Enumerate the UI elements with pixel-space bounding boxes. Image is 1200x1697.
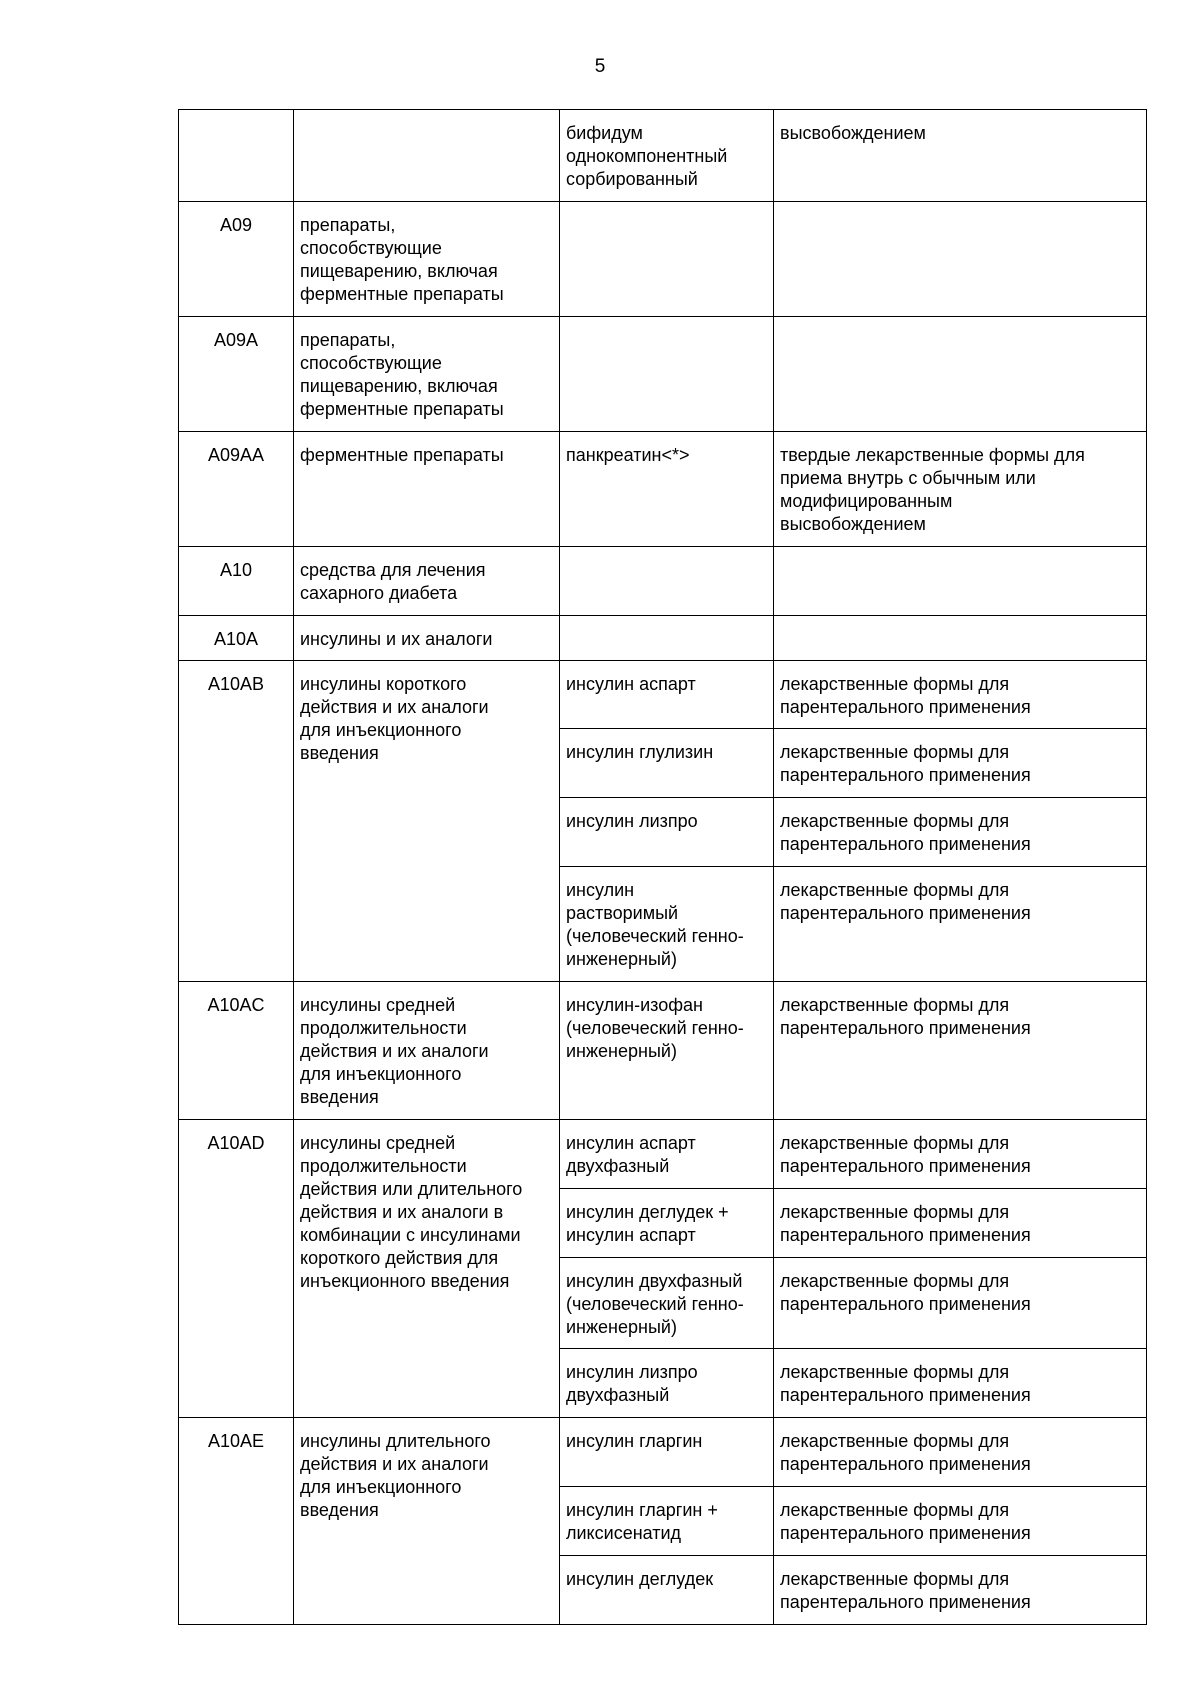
anatomical-group-cell	[294, 110, 560, 202]
drug-name-cell: инсулин деглудек + инсулин аспарт	[560, 1189, 774, 1258]
dosage-form-cell	[774, 317, 1147, 432]
anatomical-group-cell: средства для лечения сахарного диабета	[294, 547, 560, 616]
atc-code-cell: A10AD	[179, 1120, 294, 1418]
dosage-form-cell: лекарственные формы для парентерального применения	[774, 1120, 1147, 1189]
drug-name-cell	[560, 547, 774, 616]
anatomical-group-cell: ферментные препараты	[294, 432, 560, 547]
drug-name-cell: инсулин гларгин	[560, 1418, 774, 1487]
dosage-form-cell: лекарственные формы для парентерального применения	[774, 1556, 1147, 1625]
drug-name-cell: инсулин аспарт двухфазный	[560, 1120, 774, 1189]
drug-name-cell: инсулин двухфазный (человеческий генно- инженерный)	[560, 1258, 774, 1349]
anatomical-group-cell: инсулины средней продолжительности действия или длительного действия и их аналоги в комбинации с инсулинами короткого действия для инъекционного введения	[294, 1120, 560, 1418]
dosage-form-cell	[774, 616, 1147, 661]
drug-name-cell	[560, 317, 774, 432]
drug-name-cell: инсулин растворимый (человеческий генно- инженерный)	[560, 867, 774, 982]
anatomical-group-cell: препараты, способствующие пищеварению, включая ферментные препараты	[294, 317, 560, 432]
table-row	[179, 616, 1147, 661]
dosage-form-cell: лекарственные формы для парентерального применения	[774, 798, 1147, 867]
drug-name-cell	[560, 202, 774, 317]
dosage-form-cell	[774, 547, 1147, 616]
atc-code-cell	[179, 110, 294, 202]
dosage-form-cell: лекарственные формы для парентерального применения	[774, 982, 1147, 1120]
dosage-form-cell: лекарственные формы для парентерального применения	[774, 1189, 1147, 1258]
page-number: 5	[594, 56, 606, 77]
dosage-form-cell: лекарственные формы для парентерального применения	[774, 729, 1147, 798]
anatomical-group-cell: препараты, способствующие пищеварению, включая ферментные препараты	[294, 202, 560, 317]
drug-name-cell: инсулин лизпро двухфазный	[560, 1349, 774, 1418]
anatomical-group-cell: инсулины средней продолжительности действия и их аналоги для инъекционного введения	[294, 982, 560, 1120]
anatomical-group-cell: инсулины короткого действия и их аналоги для инъекционного введения	[294, 661, 560, 982]
drug-name-cell: инсулин аспарт	[560, 661, 774, 729]
dosage-form-cell: лекарственные формы для парентерального применения	[774, 1258, 1147, 1349]
drug-name-cell: инсулин-изофан (человеческий генно- инженерный)	[560, 982, 774, 1120]
table-row	[179, 1418, 1147, 1487]
table-row	[179, 432, 1147, 547]
table-row	[179, 202, 1147, 317]
table-body	[179, 110, 1147, 1625]
dosage-form-cell: лекарственные формы для парентерального применения	[774, 1349, 1147, 1418]
atc-code-cell: A10AC	[179, 982, 294, 1120]
dosage-form-cell: твердые лекарственные формы для приема внутрь с обычным или модифицированным высвобождением	[774, 432, 1147, 547]
atc-code-cell: A10A	[179, 616, 294, 661]
drug-name-cell: инсулин деглудек	[560, 1556, 774, 1625]
drug-name-cell: инсулин лизпро	[560, 798, 774, 867]
table-row	[179, 317, 1147, 432]
table-row	[179, 110, 1147, 202]
table-row	[179, 661, 1147, 729]
dosage-form-cell: высвобождением	[774, 110, 1147, 202]
atc-code-cell: A10AE	[179, 1418, 294, 1625]
anatomical-group-cell: инсулины длительного действия и их аналоги для инъекционного введения	[294, 1418, 560, 1625]
drug-name-cell: бифидум однокомпонентный сорбированный	[560, 110, 774, 202]
table-row	[179, 982, 1147, 1120]
dosage-form-cell: лекарственные формы для парентерального применения	[774, 661, 1147, 729]
atc-code-cell: A09	[179, 202, 294, 317]
atc-code-cell: A09AA	[179, 432, 294, 547]
atc-code-cell: A10AB	[179, 661, 294, 982]
dosage-form-cell	[774, 202, 1147, 317]
drug-name-cell	[560, 616, 774, 661]
table-row	[179, 547, 1147, 616]
dosage-form-cell: лекарственные формы для парентерального применения	[774, 867, 1147, 982]
dosage-form-cell: лекарственные формы для парентерального применения	[774, 1418, 1147, 1487]
drug-name-cell: инсулин гларгин + ликсисенатид	[560, 1487, 774, 1556]
drug-list-table	[178, 109, 1147, 1625]
atc-code-cell: A09A	[179, 317, 294, 432]
anatomical-group-cell: инсулины и их аналоги	[294, 616, 560, 661]
drug-name-cell: инсулин глулизин	[560, 729, 774, 798]
table-row	[179, 1120, 1147, 1189]
drug-name-cell: панкреатин<*>	[560, 432, 774, 547]
atc-code-cell: A10	[179, 547, 294, 616]
dosage-form-cell: лекарственные формы для парентерального применения	[774, 1487, 1147, 1556]
